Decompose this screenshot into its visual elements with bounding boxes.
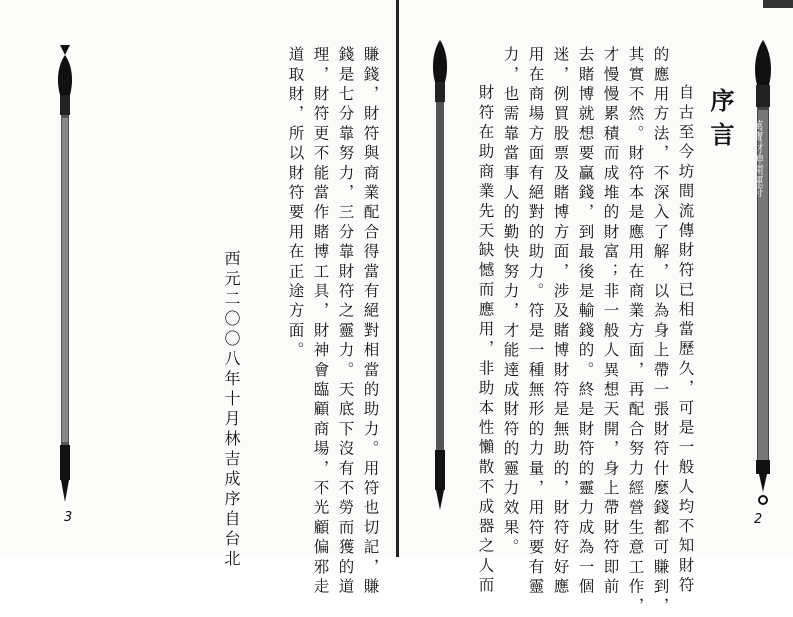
page-title: 序言 <box>706 88 735 156</box>
text-column-3: 其實不然。財符本是應用在商業方面，再配合努力經營生意工作， <box>626 46 645 617</box>
text-column-1: 自古至今坊間流傳財符已相當歷久，可是一般人均不知財符 <box>676 84 695 597</box>
text-column-13: 道取財，所以財符要用在正途方面。 <box>286 46 305 362</box>
right-page <box>397 0 793 617</box>
text-column-2: 的應用方法，不深入了解，以為身上帶一張財符什麼錢都可賺到， <box>651 46 670 617</box>
left-page <box>0 0 396 598</box>
text-column-8: 力，也需靠當事人的勤快努力，才能達成財符的靈力效果。 <box>501 46 520 559</box>
text-column-12: 理，財符更不能當作賭博工具，財神會臨顧商場，不光顧偏邪走 <box>311 46 330 598</box>
brush-illustration-left <box>50 40 80 510</box>
text-column-4: 才慢慢累積而成堆的財富；非一般人異想天開，身上帶財符即前 <box>601 46 620 598</box>
text-column-5: 去賭博就想要贏錢，到最後是輸錢的。終是財符的靈力成為一個 <box>576 46 595 598</box>
text-column-7: 用在商場方面有絕對的助力。符是一種無形的力量，用符要有靈 <box>526 46 545 598</box>
text-column-9: 財符在助商業先天缺憾而應用，非助本性懶散不成器之人而 <box>476 84 495 597</box>
brush-illustration-right <box>745 40 781 510</box>
signature-line: 西元二〇〇八年十月林吉成序自台北 <box>222 250 241 570</box>
scan-corner-mark <box>763 0 793 8</box>
page-number: 3 <box>64 510 73 525</box>
text-column-11: 錢是七分靠努力，三分靠財符之靈力。天底下沒有不勞而獲的道 <box>336 46 355 598</box>
text-column-10: 賺錢，財符與商業配合得當有絕對相當的助力。用符也切記，賺 <box>361 46 380 598</box>
page-number: 2 <box>754 512 763 527</box>
text-column-6: 迷，例買股票及賭博方面，涉及賭博財符是無助的，財符好好應 <box>551 46 570 598</box>
brush-illustration-inner <box>425 40 455 520</box>
brush-label: 萬寶財神開運符 <box>751 120 764 197</box>
